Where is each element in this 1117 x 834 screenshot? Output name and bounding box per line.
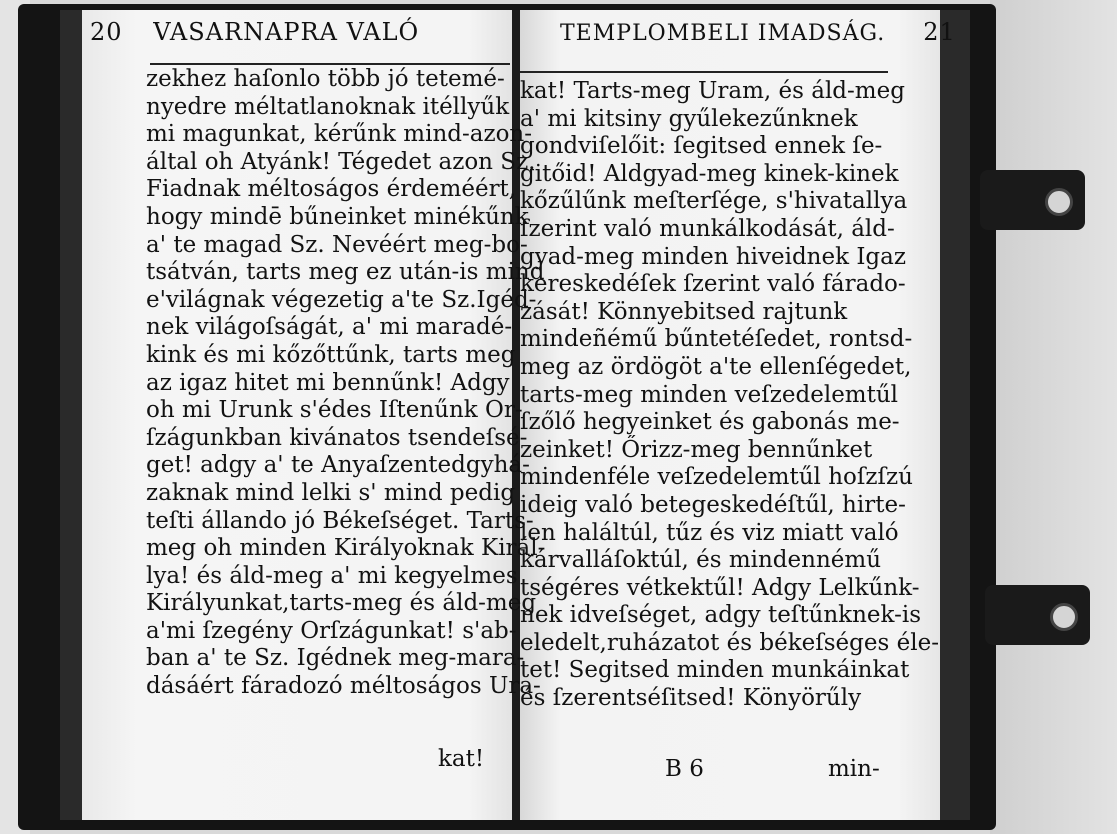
left-page-line: kink és mi kőzőttűnk, tarts meg: [146, 341, 516, 368]
left-header-rule: [150, 63, 510, 65]
right-page-line: mindenféle veſzedelemtűl hoſzſzú: [520, 464, 913, 491]
right-running-head: TEMPLOMBELI IMADSÁG.: [560, 21, 886, 46]
left-page-line: a'mi ſzegény Orſzágunkat! s'ab-: [146, 617, 517, 644]
left-page-line: e'világnak végezetig a'te Sz.Igéd-: [146, 286, 537, 313]
left-catchword: kat!: [438, 746, 485, 772]
right-catchword: min-: [828, 756, 880, 782]
left-page-line: zekhez haſonlo több jó tetemé-: [146, 66, 505, 92]
right-page-line: meg az ördögöt a'te ellenſégedet,: [520, 353, 912, 380]
right-page-line: zását! Könnyebitsed rajtunk: [520, 298, 848, 325]
right-page-line: tet! Segitsed minden munkáinkat: [520, 657, 910, 684]
left-page-text: [146, 66, 545, 701]
right-page-line: kat! Tarts-meg Uram, és áld-meg: [520, 78, 905, 104]
left-page-line: get! adgy a' te Anyaſzentedgyhá-: [146, 452, 530, 479]
left-page-line: tsátván, tarts meg ez után-is mind: [146, 259, 545, 286]
right-page-line: zeinket! Őrizz-meg bennűnket: [520, 436, 873, 463]
left-page-line: hogy mindē bűneinket minékűnk: [146, 203, 529, 230]
left-page-line: zaknak mind lelki s' mind pedig: [146, 479, 516, 506]
left-page-line: oh mi Urunk s'édes Iſtenűnk Or-: [146, 397, 523, 424]
left-page-line: nek világoſságát, a' mi maradé-: [146, 314, 513, 341]
left-page-line: ſzágunkban kivánatos tsendeſsé-: [146, 424, 528, 451]
left-page-line: által oh Atyánk! Tégedet azon Sz.: [146, 148, 536, 175]
left-page-line: teſti állando jó Békeſséget. Tarts-: [146, 507, 534, 534]
right-page-line: tségéres vétkektűl! Adgy Lelkűnk-: [520, 574, 920, 601]
upper-clasp: [980, 170, 1085, 230]
left-page-line: ban a' te Sz. Igédnek meg-mara-: [146, 645, 525, 672]
signature-mark: B 6: [665, 756, 704, 782]
left-page-line: lya! és áld-meg a' mi kegyelmes: [146, 562, 518, 589]
right-page-line: kőzűlűnk meſterſége, s'hivatallya: [520, 188, 908, 215]
right-page-line: ſzerint való munkálkodását, áld-: [520, 215, 895, 242]
left-page-line: dásáért fáradozó méltoságos Ura-: [146, 673, 541, 700]
upper-clasp-hole: [1045, 188, 1073, 216]
left-page-header: [90, 18, 419, 52]
right-page-line: mindeñémű bűntetéſedet, rontsd-: [520, 326, 913, 353]
left-page-line: meg oh minden Királyoknak Királ-: [146, 535, 546, 562]
left-page-line: Királyunkat,tarts-meg és áld-meg: [146, 590, 537, 617]
lower-clasp-hole: [1050, 603, 1078, 631]
lower-clasp: [985, 585, 1090, 645]
right-page-line: tarts-meg minden veſzedelemtűl: [520, 381, 899, 408]
right-page-line: kereskedéſek ſzerint való fárado-: [520, 271, 906, 298]
right-page-header: [560, 18, 956, 52]
right-page-line: kárvalláſoktúl, és mindennémű: [520, 547, 882, 574]
left-page-line: mi magunkat, kérűnk mind-azon-: [146, 121, 533, 148]
right-page-number: 21: [923, 18, 956, 46]
right-page-line: nek idveſséget, adgy teſtűnknek-is: [520, 602, 922, 629]
right-page-line: eledelt,ruházatot és békeſséges éle-: [520, 629, 939, 656]
left-page-number: 20: [90, 18, 123, 46]
right-page-line: és ſzerentséſitsed! Könyörűly: [520, 685, 862, 712]
right-page-line: ideig való betegeskedéſtűl, hirte-: [520, 491, 906, 518]
left-page-line: a' te magad Sz. Nevéért meg-bo-: [146, 231, 528, 258]
table-surface-right: [990, 0, 1117, 834]
right-page-line: gondviſelőit: ſegitsed ennek ſe-: [520, 133, 883, 160]
right-page-line: gyad-meg minden hiveidnek Igaz: [520, 243, 906, 270]
right-header-rule: [520, 71, 888, 73]
right-page-line: gitőid! Aldgyad-meg kinek-kinek: [520, 160, 899, 187]
left-page-line: nyedre méltatlanoknak itéllyűk: [146, 93, 510, 120]
right-page-line: a' mi kitsiny gyűlekezűnknek: [520, 105, 858, 132]
left-page-line: Fiadnak méltoságos érdeméért,: [146, 176, 517, 203]
right-page-text: [520, 78, 939, 713]
right-page-line: ſzőlő hegyeinket és gabonás me-: [520, 409, 900, 436]
left-running-head: VASARNAPRA VALÓ: [153, 18, 420, 46]
left-page-line: az igaz hitet mi bennűnk! Adgy: [146, 369, 510, 396]
right-page-line: len haláltúl, tűz és viz miatt való: [520, 519, 899, 546]
